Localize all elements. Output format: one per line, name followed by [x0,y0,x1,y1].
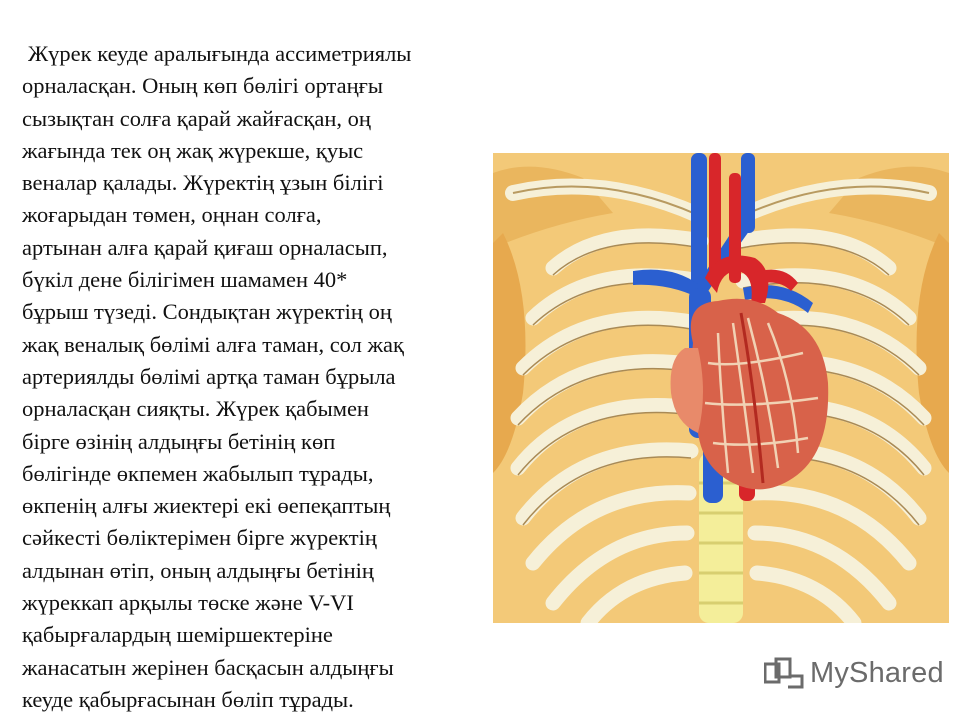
heart-shape [671,299,829,490]
text-line: бірге өзінің алдыңғы бетінің көп [22,428,336,454]
text-line: жоғарыдан төмен, оңнан солға, [22,202,322,228]
text-line: артериялды бөлімі артқа таман бұрыла [22,363,396,389]
heart-ribcage-illustration [493,153,949,623]
text-line: бөлігінде өкпемен жабылып тұрады, [22,460,374,486]
text-line: бұрыш түзеді. Сондықтан жүректің оң [22,299,392,325]
text-line: жағында тек оң жақ жүрекше, қуыс [22,137,364,163]
text-line: алдынан өтіп, оның алдыңғы бетінің [22,557,374,583]
text-line: жүреккап арқылы төске және V-VI [22,590,354,616]
watermark-text: MyShared [810,656,944,689]
text-line: бүкіл дене білігімен шамамен 40* [22,267,348,293]
text-line: жанасатын жерінен басқасын алдыңғы [22,654,394,680]
text-line: орналасқан сияқты. Жүрек қабымен [22,396,369,422]
text-line: кеуде қабырғасынан бөліп тұрады. [22,686,354,712]
text-line: орналасқан. Оның көп бөлігі ортаңғы [22,73,384,99]
text-line: сәйкесті бөліктерімен бірге жүректің [22,525,377,551]
myshared-watermark [764,653,944,693]
text-line: Жүрек кеуде аралығында ассиметриялы [28,41,412,66]
text-line: өкпенің алғы жиектері екі өепеқаптың [22,493,391,519]
text-line: қабырғалардың шеміршектеріне [22,622,333,648]
myshared-logo-icon [764,656,804,690]
text-line: сызықтан солға қарай жайғасқан, оң [22,105,371,131]
body-text [20,38,490,716]
text-line: жақ веналық бөлімі алға таман, сол жақ [22,331,404,357]
text-line: веналар қалады. Жүректің ұзын білігі [22,170,384,196]
text-line: артынан алға қарай қиғаш орналасып, [22,234,388,260]
